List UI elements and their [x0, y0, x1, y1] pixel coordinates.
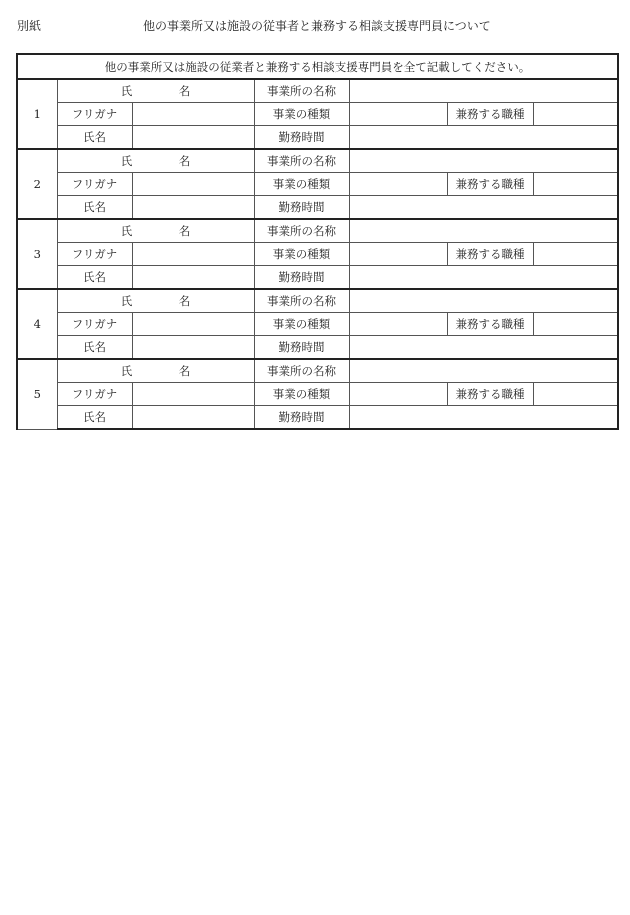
entry-number: 3: [17, 219, 57, 289]
concurrent-job-field[interactable]: [533, 173, 618, 196]
name-label: 氏名: [57, 196, 132, 220]
attachment-label: 別紙: [17, 19, 42, 33]
name-label: 氏名: [57, 266, 132, 290]
name-header-char-2: 名: [178, 84, 191, 98]
office-name-label: 事業所の名称: [254, 79, 349, 103]
business-type-field[interactable]: [349, 313, 447, 336]
name-header: [57, 359, 254, 383]
business-type-label: 事業の種類: [254, 173, 349, 196]
business-type-field[interactable]: [349, 173, 447, 196]
furigana-field[interactable]: [132, 243, 254, 266]
name-header-char-1: 氏: [120, 294, 133, 308]
working-hours-field[interactable]: [349, 196, 618, 220]
concurrent-job-label: 兼務する職種: [447, 173, 533, 196]
furigana-field[interactable]: [132, 173, 254, 196]
office-name-field[interactable]: [349, 149, 618, 173]
entry-number: 2: [17, 149, 57, 219]
name-header-char-1: 氏: [120, 154, 133, 168]
furigana-field[interactable]: [132, 383, 254, 406]
name-field[interactable]: [132, 266, 254, 290]
entry-number: 1: [17, 79, 57, 149]
furigana-label: フリガナ: [57, 313, 132, 336]
name-field[interactable]: [132, 196, 254, 220]
name-header-char-1: 氏: [120, 364, 133, 378]
name-field[interactable]: [132, 126, 254, 150]
concurrent-job-field[interactable]: [533, 103, 618, 126]
name-header-char-2: 名: [178, 364, 191, 378]
office-name-label: 事業所の名称: [254, 359, 349, 383]
office-name-label: 事業所の名称: [254, 149, 349, 173]
staff-table: [16, 53, 619, 430]
name-header: [57, 289, 254, 313]
concurrent-job-field[interactable]: [533, 243, 618, 266]
business-type-field[interactable]: [349, 103, 447, 126]
concurrent-job-label: 兼務する職種: [447, 103, 533, 126]
furigana-label: フリガナ: [57, 173, 132, 196]
name-header: [57, 219, 254, 243]
working-hours-label: 勤務時間: [254, 406, 349, 430]
working-hours-field[interactable]: [349, 336, 618, 360]
name-header-char-2: 名: [178, 294, 191, 308]
document-title: 他の事業所又は施設の従事者と兼務する相談支援専門員について: [143, 19, 491, 33]
working-hours-field[interactable]: [349, 266, 618, 290]
office-name-field[interactable]: [349, 359, 618, 383]
concurrent-job-label: 兼務する職種: [447, 313, 533, 336]
name-header-char-1: 氏: [120, 84, 133, 98]
business-type-label: 事業の種類: [254, 103, 349, 126]
table-instruction: 他の事業所又は施設の従業者と兼務する相談支援専門員を全て記載してください。: [17, 54, 618, 79]
business-type-label: 事業の種類: [254, 243, 349, 266]
name-header: [57, 149, 254, 173]
name-header-char-2: 名: [178, 224, 191, 238]
furigana-label: フリガナ: [57, 243, 132, 266]
name-label: 氏名: [57, 406, 132, 430]
office-name-field[interactable]: [349, 79, 618, 103]
working-hours-label: 勤務時間: [254, 266, 349, 290]
concurrent-job-field[interactable]: [533, 313, 618, 336]
name-header: [57, 79, 254, 103]
concurrent-job-field[interactable]: [533, 383, 618, 406]
name-header-char-2: 名: [178, 154, 191, 168]
name-field[interactable]: [132, 336, 254, 360]
working-hours-label: 勤務時間: [254, 196, 349, 220]
furigana-field[interactable]: [132, 103, 254, 126]
concurrent-job-label: 兼務する職種: [447, 383, 533, 406]
business-type-label: 事業の種類: [254, 313, 349, 336]
office-name-field[interactable]: [349, 289, 618, 313]
office-name-field[interactable]: [349, 219, 618, 243]
business-type-field[interactable]: [349, 383, 447, 406]
business-type-field[interactable]: [349, 243, 447, 266]
name-header-char-1: 氏: [120, 224, 133, 238]
entry-number: 4: [17, 289, 57, 359]
name-field[interactable]: [132, 406, 254, 430]
office-name-label: 事業所の名称: [254, 289, 349, 313]
working-hours-label: 勤務時間: [254, 126, 349, 150]
furigana-label: フリガナ: [57, 383, 132, 406]
business-type-label: 事業の種類: [254, 383, 349, 406]
working-hours-label: 勤務時間: [254, 336, 349, 360]
entry-number: 5: [17, 359, 57, 429]
working-hours-field[interactable]: [349, 126, 618, 150]
name-label: 氏名: [57, 126, 132, 150]
name-label: 氏名: [57, 336, 132, 360]
concurrent-job-label: 兼務する職種: [447, 243, 533, 266]
furigana-field[interactable]: [132, 313, 254, 336]
working-hours-field[interactable]: [349, 406, 618, 430]
office-name-label: 事業所の名称: [254, 219, 349, 243]
furigana-label: フリガナ: [57, 103, 132, 126]
